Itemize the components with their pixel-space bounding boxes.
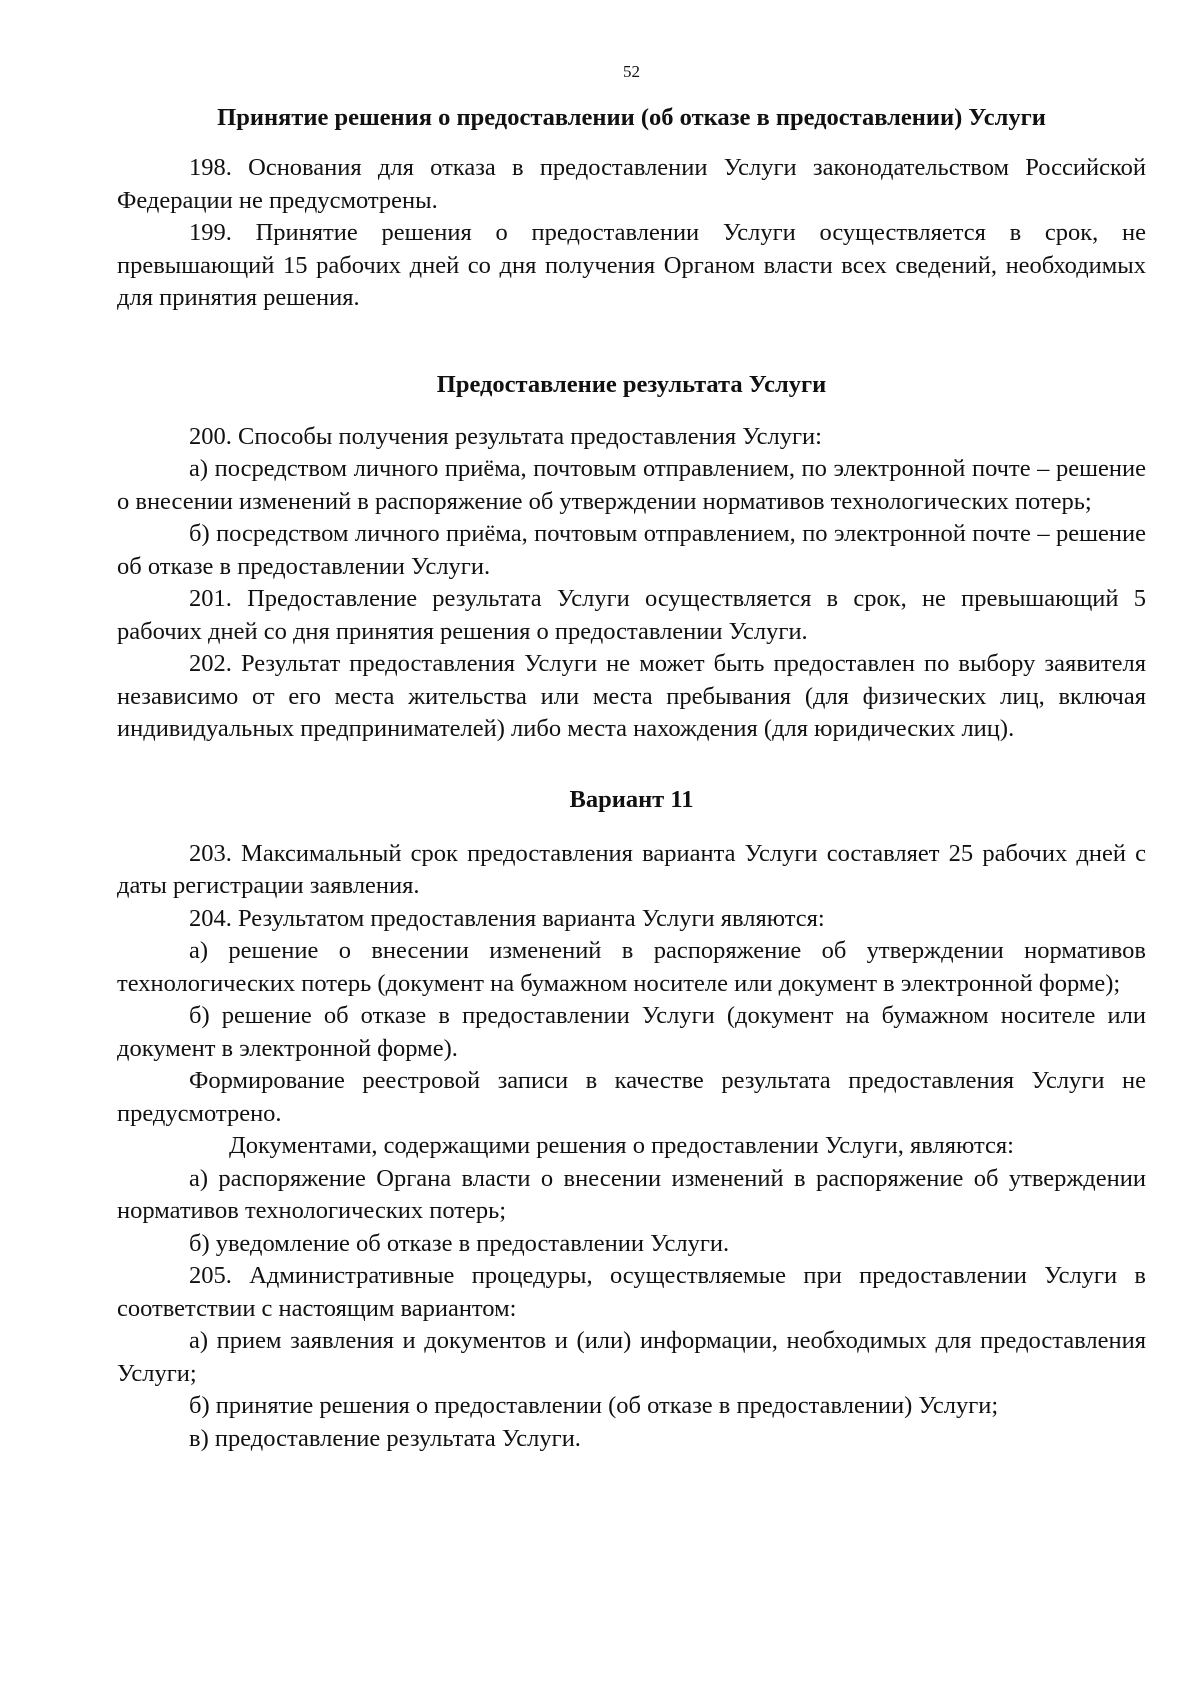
paragraph: а) посредством личного приёма, почтовым отправлением, по электронной почте – решение о внесении изменений в распоряжение об утверждении нормативов технологических потерь;	[117, 455, 1146, 515]
document-page	[117, 62, 1146, 1455]
paragraph: 203. Максимальный срок предоставления варианта Услуги составляет 25 рабочих дней с даты регистрации заявления.	[117, 839, 1146, 899]
paragraph: б) принятие решения о предоставлении (об отказе в предоставлении) Услуги;	[189, 1392, 999, 1419]
paragraph: а) распоряжение Органа власти о внесении изменений в распоряжение об утверждении нормативов технологических потерь;	[117, 1164, 1146, 1224]
paragraph: Формирование реестровой записи в качестве результата предоставления Услуги не предусмотрено.	[117, 1067, 1146, 1127]
section-heading-decision: Принятие решения о предоставлении (об отказе в предоставлении) Услуги	[217, 104, 1046, 131]
page-number: 52	[623, 62, 640, 81]
paragraph: 202. Результат предоставления Услуги не может быть предоставлен по выбору заявителя независимо от его места жительства или места пребывания (для физических лиц, включая индивидуальных предпринимателей) либо места нахождения (для юридических лиц).	[117, 650, 1146, 742]
paragraph: а) решение о внесении изменений в распоряжение об утверждении нормативов технологических потерь (документ на бумажном носителе или документ в электронной форме);	[117, 937, 1146, 997]
section-heading-variant: Вариант 11	[569, 785, 694, 813]
paragraph: 205. Административные процедуры, осуществляемые при предоставлении Услуги в соответствии с настоящим вариантом:	[117, 1262, 1146, 1322]
paragraph: а) прием заявления и документов и (или) информации, необходимых для предоставления Услуги;	[117, 1327, 1146, 1387]
paragraph: б) посредством личного приёма, почтовым отправлением, по электронной почте – решение об отказе в предоставлении Услуги.	[117, 520, 1146, 580]
paragraph: 204. Результатом предоставления варианта Услуги являются:	[189, 904, 825, 932]
paragraph: б) решение об отказе в предоставлении Услуги (документ на бумажном носителе или документ в электронной форме).	[117, 1002, 1146, 1062]
paragraph: в) предоставление результата Услуги.	[189, 1424, 581, 1452]
section-heading-result: Предоставление результата Услуги	[436, 370, 827, 398]
paragraph: 201. Предоставление результата Услуги осуществляется в срок, не превышающий 5 рабочих дней со дня принятия решения о предоставлении Услуги.	[117, 585, 1146, 645]
paragraph: б) уведомление об отказе в предоставлении Услуги.	[189, 1229, 730, 1257]
paragraph: 200. Способы получения результата предоставления Услуги:	[189, 422, 822, 450]
paragraph: 199. Принятие решения о предоставлении Услуги осуществляется в срок, не превышающий 15 рабочих дней со дня получения Органом власти всех сведений, необходимых для принятия решения.	[117, 219, 1146, 311]
paragraph: Документами, содержащими решения о предоставлении Услуги, являются:	[229, 1132, 1014, 1159]
paragraph: 198. Основания для отказа в предоставлении Услуги законодательством Российской Федерации не предусмотрены.	[117, 154, 1146, 214]
